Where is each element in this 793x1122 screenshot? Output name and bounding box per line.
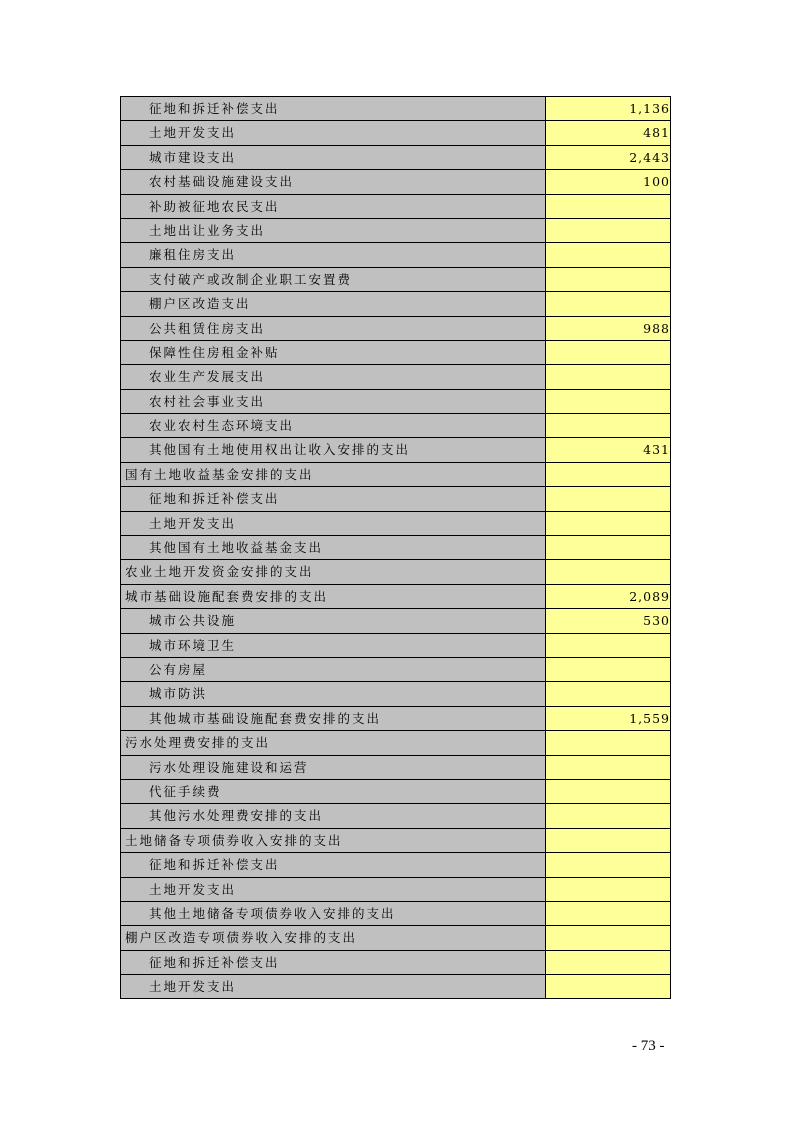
row-label: 其他土地储备专项债券收入安排的支出	[121, 902, 546, 926]
row-value	[546, 219, 671, 243]
row-value	[546, 243, 671, 267]
row-value	[546, 975, 671, 999]
row-label: 城市建设支出	[121, 146, 546, 170]
table-row	[121, 170, 671, 194]
row-label: 污水处理设施建设和运营	[121, 756, 546, 780]
table-row	[121, 829, 671, 853]
table-row	[121, 756, 671, 780]
table-row	[121, 585, 671, 609]
row-label: 土地出让业务支出	[121, 219, 546, 243]
row-label: 代征手续费	[121, 780, 546, 804]
table-row	[121, 219, 671, 243]
row-label: 其他城市基础设施配套费安排的支出	[121, 707, 546, 731]
row-label: 补助被征地农民支出	[121, 195, 546, 219]
row-label: 土地开发支出	[121, 878, 546, 902]
row-value	[546, 390, 671, 414]
row-value	[546, 195, 671, 219]
row-value: 530	[546, 609, 671, 633]
row-value	[546, 853, 671, 877]
table-row	[121, 902, 671, 926]
table-row	[121, 853, 671, 877]
table-row	[121, 243, 671, 267]
table-row	[121, 268, 671, 292]
row-value	[546, 292, 671, 316]
table-row	[121, 317, 671, 341]
row-label: 征地和拆迁补偿支出	[121, 853, 546, 877]
row-value	[546, 268, 671, 292]
row-label: 其他污水处理费安排的支出	[121, 804, 546, 828]
row-label: 棚户区改造支出	[121, 292, 546, 316]
row-label: 廉租住房支出	[121, 243, 546, 267]
table-row	[121, 463, 671, 487]
table-row	[121, 487, 671, 511]
table-row	[121, 97, 671, 121]
row-label: 支付破产或改制企业职工安置费	[121, 268, 546, 292]
row-value	[546, 926, 671, 950]
row-label: 土地开发支出	[121, 512, 546, 536]
table-row	[121, 292, 671, 316]
row-value: 2,443	[546, 146, 671, 170]
table-row	[121, 780, 671, 804]
row-value: 431	[546, 438, 671, 462]
table-row	[121, 438, 671, 462]
row-label: 土地开发支出	[121, 121, 546, 145]
row-label: 国有土地收益基金安排的支出	[121, 463, 546, 487]
table-row	[121, 707, 671, 731]
row-label: 棚户区改造专项债券收入安排的支出	[121, 926, 546, 950]
row-value: 988	[546, 317, 671, 341]
table-row	[121, 658, 671, 682]
table-row	[121, 146, 671, 170]
row-value	[546, 634, 671, 658]
row-label: 农村基础设施建设支出	[121, 170, 546, 194]
table-row	[121, 682, 671, 706]
row-value	[546, 414, 671, 438]
table-row	[121, 878, 671, 902]
row-label: 城市防洪	[121, 682, 546, 706]
row-value	[546, 756, 671, 780]
row-value	[546, 780, 671, 804]
row-label: 土地开发支出	[121, 975, 546, 999]
table-row	[121, 951, 671, 975]
row-value	[546, 560, 671, 584]
table-row	[121, 195, 671, 219]
row-value	[546, 463, 671, 487]
row-value	[546, 365, 671, 389]
table-row	[121, 975, 671, 999]
row-value	[546, 658, 671, 682]
row-value	[546, 341, 671, 365]
row-value	[546, 804, 671, 828]
table-row	[121, 926, 671, 950]
page-number: - 73 -	[632, 1038, 665, 1054]
row-label: 公共租赁住房支出	[121, 317, 546, 341]
row-label: 其他国有土地收益基金支出	[121, 536, 546, 560]
row-label: 公有房屋	[121, 658, 546, 682]
row-label: 污水处理费安排的支出	[121, 731, 546, 755]
table-row	[121, 121, 671, 145]
row-label: 征地和拆迁补偿支出	[121, 951, 546, 975]
row-label: 城市环境卫生	[121, 634, 546, 658]
row-value	[546, 731, 671, 755]
table-row	[121, 560, 671, 584]
table-row	[121, 609, 671, 633]
row-value	[546, 682, 671, 706]
row-value	[546, 878, 671, 902]
row-value: 1,559	[546, 707, 671, 731]
row-value	[546, 487, 671, 511]
table-row	[121, 390, 671, 414]
table-row	[121, 804, 671, 828]
table-row	[121, 536, 671, 560]
row-label: 农业土地开发资金安排的支出	[121, 560, 546, 584]
row-value	[546, 902, 671, 926]
row-label: 农业农村生态环境支出	[121, 414, 546, 438]
expenditure-table	[120, 96, 671, 999]
row-value: 1,136	[546, 97, 671, 121]
table-row	[121, 341, 671, 365]
row-label: 城市基础设施配套费安排的支出	[121, 585, 546, 609]
row-label: 土地储备专项债券收入安排的支出	[121, 829, 546, 853]
row-label: 保障性住房租金补贴	[121, 341, 546, 365]
row-label: 农村社会事业支出	[121, 390, 546, 414]
row-value: 481	[546, 121, 671, 145]
row-label: 农业生产发展支出	[121, 365, 546, 389]
row-label: 城市公共设施	[121, 609, 546, 633]
row-value: 100	[546, 170, 671, 194]
row-value: 2,089	[546, 585, 671, 609]
table-row	[121, 731, 671, 755]
row-value	[546, 512, 671, 536]
row-value	[546, 829, 671, 853]
row-label: 征地和拆迁补偿支出	[121, 97, 546, 121]
row-value	[546, 951, 671, 975]
row-label: 征地和拆迁补偿支出	[121, 487, 546, 511]
table-row	[121, 365, 671, 389]
table-row	[121, 634, 671, 658]
table-row	[121, 512, 671, 536]
table-row	[121, 414, 671, 438]
row-label: 其他国有土地使用权出让收入安排的支出	[121, 438, 546, 462]
row-value	[546, 536, 671, 560]
